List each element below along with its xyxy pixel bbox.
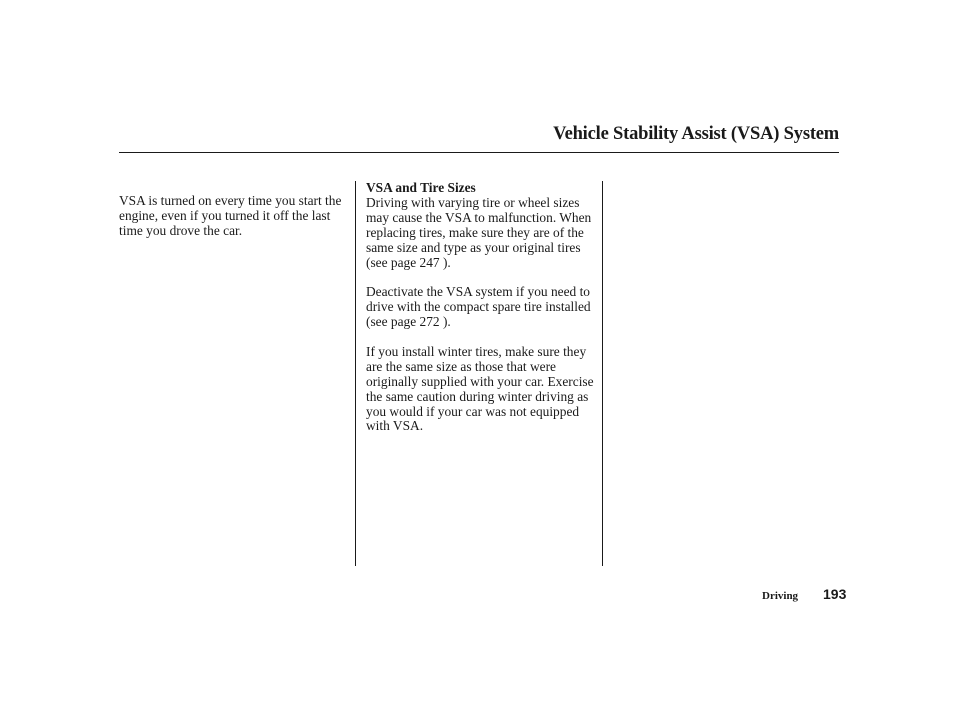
page-title: Vehicle Stability Assist (VSA) System [553, 124, 839, 144]
footer-section-label: Driving [762, 590, 799, 602]
title-rule [119, 152, 839, 153]
column-middle [366, 181, 596, 449]
winter-tire-paragraph: If you install winter tires, make sure they are the same size as those that were originally supplied with your car. Exercise the same caution during winter driving as you would if your car was not equipped with VSA. [366, 343, 594, 434]
column-left [119, 181, 349, 253]
page-number: 193 [823, 586, 847, 602]
spare-tire-paragraph: Deactivate the VSA system if you need to drive with the compact spare tire installed (see page 272 ). [366, 284, 591, 330]
intro-paragraph: VSA is turned on every time you start the engine, even if you turned it off the last time you drove the car. [119, 193, 342, 239]
column-divider-left [355, 181, 356, 566]
section-heading: VSA and Tire Sizes [366, 180, 476, 195]
tire-size-paragraph: Driving with varying tire or wheel sizes may cause the VSA to malfunction. When replacing tires, make sure they are of the same size and type as your original tires (see page 247 ). [366, 194, 592, 270]
column-divider-right [602, 181, 603, 566]
